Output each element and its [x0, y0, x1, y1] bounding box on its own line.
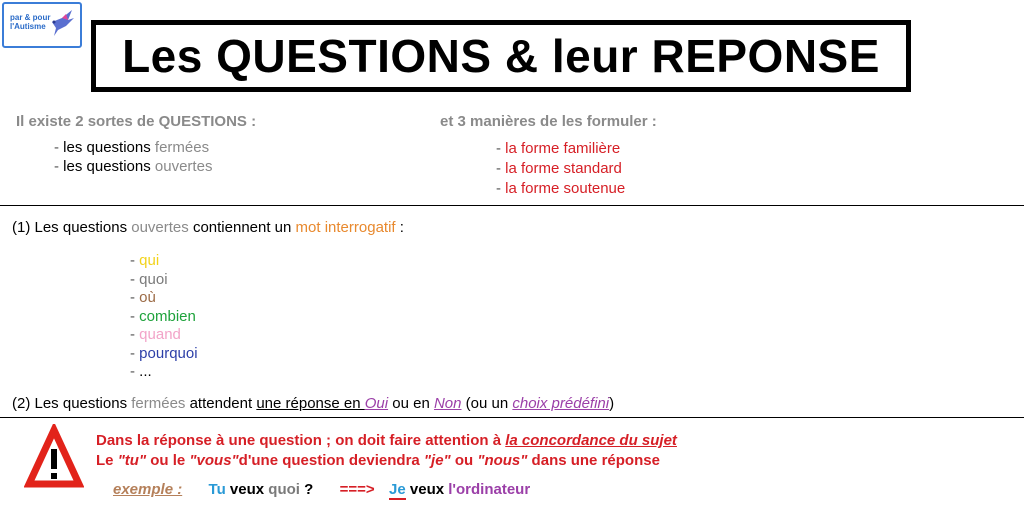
list-item: - la forme soutenue — [496, 180, 626, 197]
divider — [0, 205, 1024, 206]
section2-heading: (2) Les questions fermées attendent une réponse en Oui ou en Non (ou un choix prédéfini) — [12, 395, 615, 412]
warning-line1: Dans la réponse à une question ; on doit faire attention à la concordance du sujet — [96, 432, 677, 449]
sortes-list — [54, 138, 212, 176]
list-item: - la forme familière — [496, 140, 621, 157]
list-item: - la forme standard — [496, 160, 622, 177]
intro-manieres: et 3 manières de les formuler : — [440, 113, 657, 130]
title-box — [91, 20, 911, 92]
section1-heading: (1) Les questions ouvertes contiennent un mot interrogatif : — [12, 219, 404, 236]
list-item: - pourquoi — [130, 344, 198, 362]
hummingbird-icon — [48, 8, 76, 38]
list-item: - ... — [130, 363, 152, 380]
logo-line2: l'Autisme — [10, 22, 46, 31]
exemple-label: exemple : — [113, 481, 183, 498]
exemple-line: exemple : Tu veux quoi ? ===> Je veux l'ordinateur — [113, 481, 531, 498]
list-item: - quoi — [130, 270, 168, 288]
warning-line2: Le "tu" ou le "vous"d'une question deviendra "je" ou "nous" dans une réponse — [96, 452, 660, 469]
logo — [2, 2, 82, 48]
warning-icon — [24, 424, 84, 490]
list-item: - les questions fermées — [54, 139, 210, 156]
page-title: Les QUESTIONS & leur REPONSE — [122, 30, 880, 82]
list-item: - qui — [130, 252, 160, 269]
list-item: - combien — [130, 307, 196, 325]
intro-sortes: Il existe 2 sortes de QUESTIONS : — [16, 113, 257, 130]
formes-list — [496, 139, 625, 199]
list-item: - quand — [130, 326, 181, 343]
list-item: - où — [130, 289, 156, 306]
logo-line1: par & pour — [10, 13, 51, 22]
divider — [0, 417, 1024, 418]
list-item: - les questions ouvertes — [54, 158, 213, 175]
mots-interrogatifs-list — [130, 252, 198, 382]
